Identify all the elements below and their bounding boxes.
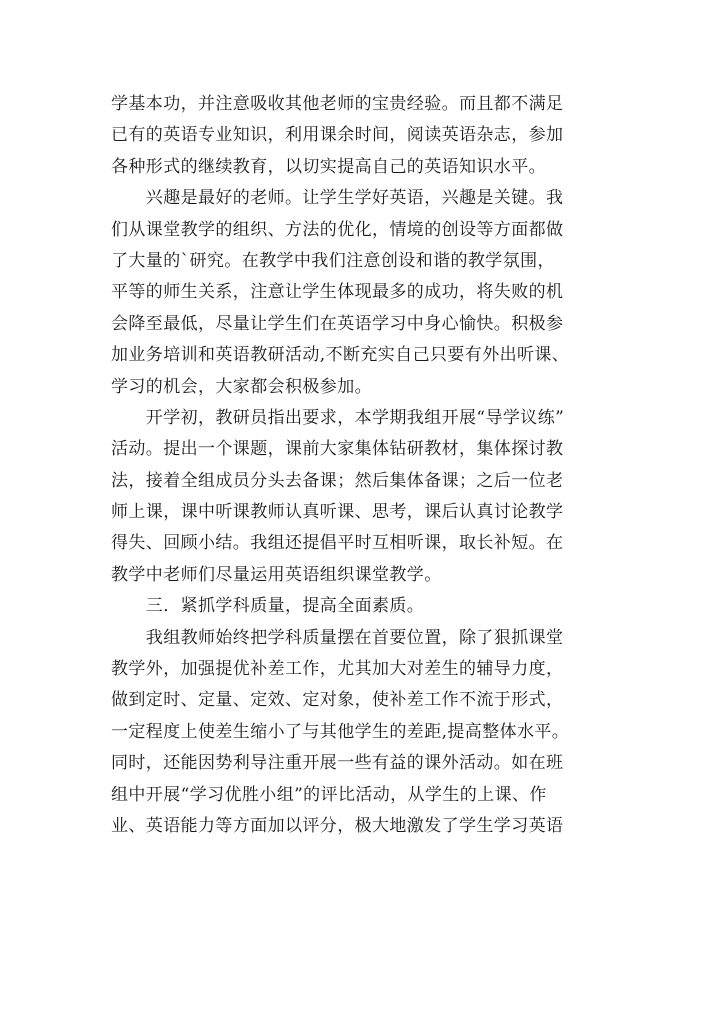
text-line: 教学外，加强提优补差工作，尤其加大对差生的辅导力度， — [111, 659, 564, 680]
text-line: 业、英语能力等方面加以评分，极大地激发了学生学习英语 — [111, 815, 564, 836]
body-text — [111, 89, 611, 842]
text-line: 加业务培训和英语教研活动,不断充实自己只要有外出听课、 — [111, 345, 570, 366]
text-line: 平等的师生关系，注意让学生体现最多的成功，将失败的机 — [111, 282, 564, 303]
text-line: 学习的机会，大家都会积极参加。 — [111, 376, 372, 397]
text-line: 一定程度上使差生缩小了与其他学生的差距,提高整体水平。 — [111, 721, 570, 742]
text-line: 做到定时、定量、定效、定对象，使补差工作不流于形式， — [111, 690, 564, 711]
text-line: 活动。提出一个课题，课前大家集体钻研教材，集体探讨教 — [111, 439, 564, 460]
text-line: 学基本功，并注意吸收其他老师的宝贵经验。而且都不满足 — [111, 94, 564, 114]
text-line: 会降至最低，尽量让学生们在英语学习中身心愉快。积极参 — [111, 313, 564, 334]
text-line: 我组教师始终把学科质量摆在首要位置，除了狠抓课堂 — [111, 627, 564, 648]
text-line: 了大量的`研究。在教学中我们注意创设和谐的教学氛围， — [111, 250, 555, 271]
text-line: 法，接着全组成员分头去备课；然后集体备课；之后一位老 — [111, 470, 564, 491]
text-line: 兴趣是最好的老师。让学生学好英语，兴趣是关键。我 — [111, 188, 564, 209]
text-line: 已有的英语专业知识，利用课余时间，阅读英语杂志，参加 — [111, 125, 564, 146]
text-line: 师上课，课中听课教师认真听课、思考，课后认真讨论教学 — [111, 502, 564, 523]
text-line: 开学初，教研员指出要求，本学期我组开展“导学议练” — [111, 407, 565, 428]
text-line: 组中开展“学习优胜小组”的评比活动，从学生的上课、作 — [111, 784, 547, 805]
text-line: 同时，还能因势利导注重开展一些有益的课外活动。如在班 — [111, 753, 564, 774]
text-line: 得失、回顾小结。我组还提倡平时互相听课，取长补短。在 — [111, 533, 564, 554]
text-line: 们从课堂教学的组织、方法的优化，情境的创设等方面都做 — [111, 219, 564, 240]
text-line: 各种形式的继续教育，以切实提高自己的英语知识水平。 — [111, 156, 546, 177]
section-heading: 三．紧抓学科质量，提高全面素质。 — [111, 596, 425, 617]
text-line: 教学中老师们尽量运用英语组织课堂教学。 — [111, 564, 442, 585]
